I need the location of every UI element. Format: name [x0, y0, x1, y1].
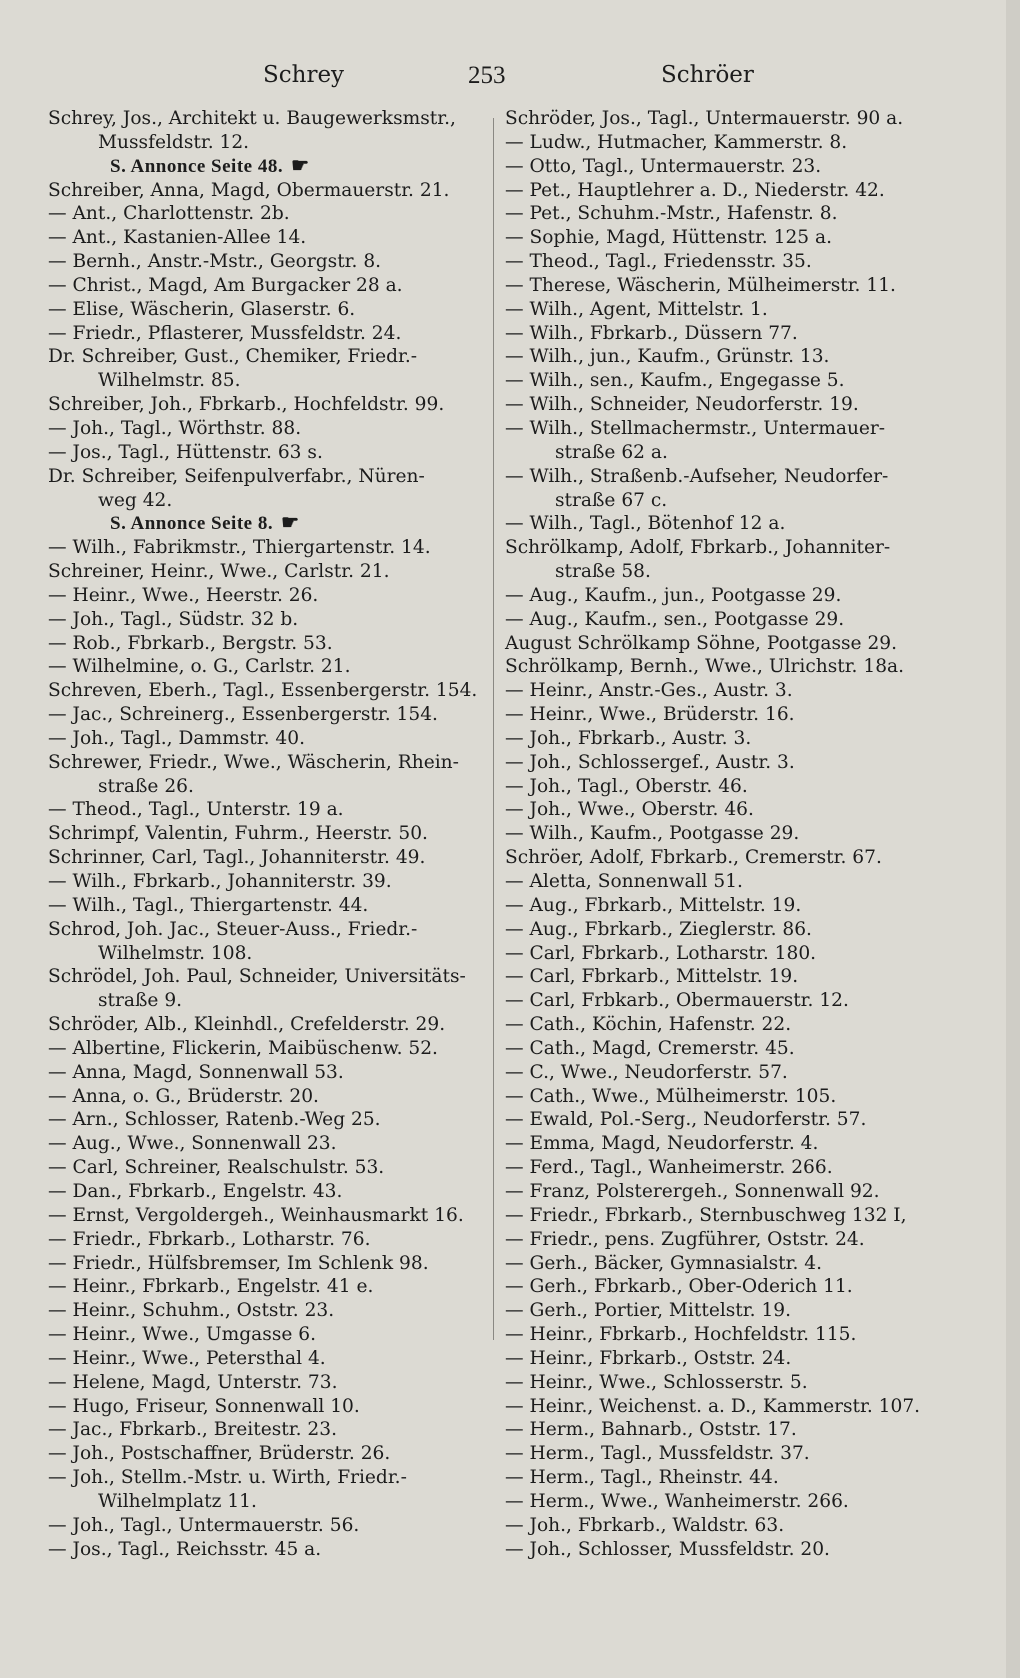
- entry-text: — Wilh., Fabrikmstr., Thiergartenstr. 14.: [48, 537, 431, 559]
- directory-entry: [48, 1442, 488, 1466]
- entry-text: — Wilh., Stellmachermstr., Untermauer-: [505, 417, 886, 439]
- directory-entry: [48, 393, 488, 417]
- entry-text: — Wilh., jun., Kaufm., Grünstr. 13.: [505, 346, 830, 368]
- entry-text: weg 42.: [98, 489, 173, 511]
- entry-text: August Schrölkamp Söhne, Pootgasse 29.: [505, 632, 898, 654]
- entry-text: — Gerh., Portier, Mittelstr. 19.: [505, 1300, 792, 1322]
- entry-text: — Bernh., Anstr.-Mstr., Georgstr. 8.: [48, 251, 382, 273]
- entry-text: — Heinr., Fbrkarb., Engelstr. 41 e.: [48, 1276, 374, 1298]
- entry-text: — Ernst, Vergoldergeh., Weinhausmarkt 16.: [48, 1204, 464, 1226]
- directory-entry: [505, 369, 975, 393]
- directory-entry: [48, 250, 488, 274]
- directory-entry: [505, 1347, 975, 1371]
- entry-text: — Friedr., Pflasterer, Mussfeldstr. 24.: [48, 322, 402, 344]
- entry-text: Schröer, Adolf, Fbrkarb., Cremerstr. 67.: [505, 847, 882, 869]
- entry-text: — Heinr., Wwe., Brüderstr. 16.: [505, 704, 795, 726]
- directory-entry: [48, 1466, 488, 1490]
- directory-entry: [48, 1061, 488, 1085]
- entry-text: — Wilh., Tagl., Bötenhof 12 a.: [505, 513, 786, 535]
- directory-entry: [48, 560, 488, 584]
- column-divider: [493, 118, 494, 1340]
- directory-entry: [505, 1108, 975, 1132]
- entry-text: Schröder, Jos., Tagl., Untermauerstr. 90 a.: [505, 108, 904, 129]
- entry-text: — Aletta, Sonnenwall 51.: [505, 871, 743, 892]
- entry-text: — Joh., Wwe., Oberstr. 46.: [505, 799, 754, 821]
- directory-entry: [48, 1347, 488, 1371]
- entry-text: — Joh., Tagl., Südstr. 32 b.: [48, 608, 299, 630]
- directory-entry: [48, 179, 488, 203]
- directory-entry: [505, 274, 975, 298]
- entry-text: — Heinr., Wwe., Petersthal 4.: [48, 1347, 326, 1369]
- entry-text: — Wilh., Agent, Mittelstr. 1.: [505, 298, 768, 320]
- directory-entry: [48, 1371, 488, 1395]
- directory-entry: [505, 1466, 975, 1490]
- pointing-hand-icon: ☛: [291, 154, 310, 177]
- directory-entry: [48, 1132, 488, 1156]
- directory-entry: [505, 918, 975, 942]
- directory-entry: [505, 751, 975, 775]
- directory-entry: [48, 870, 488, 894]
- entry-text: straße 58.: [555, 561, 651, 583]
- directory-entry: [505, 1156, 975, 1180]
- entry-text: Wilhelmplatz 11.: [98, 1490, 257, 1512]
- entry-text: Schreiner, Heinr., Wwe., Carlstr. 21.: [48, 561, 390, 583]
- directory-entry: [48, 1418, 488, 1442]
- directory-entry: [48, 703, 488, 727]
- directory-entry: [505, 298, 975, 322]
- entry-text: Schrod, Joh. Jac., Steuer-Auss., Friedr.-: [48, 918, 418, 940]
- directory-entry: [505, 1204, 975, 1228]
- entry-text: — Gerh., Fbrkarb., Ober-Oderich 11.: [505, 1276, 853, 1298]
- entry-text: — Elise, Wäscherin, Glaserstr. 6.: [48, 298, 356, 320]
- entry-text: Schrödel, Joh. Paul, Schneider, Universitäts-: [48, 966, 466, 988]
- directory-entry: [505, 536, 975, 560]
- entry-text: Schrimpf, Valentin, Fuhrm., Heerstr. 50.: [48, 823, 428, 845]
- directory-entry: [48, 322, 488, 346]
- entry-text: — Wilh., sen., Kaufm., Engegasse 5.: [505, 370, 845, 392]
- entry-text: — Joh., Tagl., Oberstr. 46.: [505, 775, 748, 797]
- entry-text: — Heinr., Weichenst. a. D., Kammerstr. 107.: [505, 1395, 921, 1417]
- entry-text: Schreiber, Anna, Magd, Obermauerstr. 21.: [48, 179, 450, 201]
- directory-entry: [505, 393, 975, 417]
- entry-text: — Ewald, Pol.-Serg., Neudorferstr. 57.: [505, 1109, 867, 1131]
- entry-text: — Heinr., Fbrkarb., Hochfeldstr. 115.: [505, 1324, 857, 1346]
- directory-entry: [48, 441, 488, 465]
- entry-text: — Cath., Magd, Cremerstr. 45.: [505, 1037, 795, 1059]
- entry-text: — Joh., Tagl., Dammstr. 40.: [48, 727, 305, 749]
- entry-text: — Arn., Schlosser, Ratenb.-Weg 25.: [48, 1109, 381, 1131]
- entry-text: — Wilh., Tagl., Thiergartenstr. 44.: [48, 894, 369, 916]
- entry-text: — Herm., Tagl., Mussfeldstr. 37.: [505, 1443, 810, 1465]
- entry-text: — Otto, Tagl., Untermauerstr. 23.: [505, 155, 822, 177]
- directory-entry: [505, 703, 975, 727]
- directory-entry: [505, 345, 975, 369]
- entry-text: — Cath., Köchin, Hafenstr. 22.: [505, 1014, 792, 1036]
- directory-entry: [48, 1228, 488, 1252]
- entry-text: — Carl, Fbrkarb., Lotharstr. 180.: [505, 942, 817, 964]
- directory-entry: [505, 1132, 975, 1156]
- directory-entry: [48, 608, 488, 632]
- entry-text: — Jos., Tagl., Reichsstr. 45 a.: [48, 1538, 322, 1560]
- entry-text: — Pet., Schuhm.-Mstr., Hafenstr. 8.: [505, 203, 838, 225]
- directory-entry: [48, 584, 488, 608]
- entry-text: — Dan., Fbrkarb., Engelstr. 43.: [48, 1180, 343, 1202]
- directory-entry: [505, 1395, 975, 1419]
- directory-entry: [48, 846, 488, 870]
- directory-entry: [48, 107, 488, 131]
- page-edge: [1006, 0, 1020, 1678]
- entry-text: Dr. Schreiber, Gust., Chemiker, Friedr.-: [48, 346, 418, 368]
- directory-entry: [48, 1037, 488, 1061]
- entry-text: — Carl, Schreiner, Realschulstr. 53.: [48, 1157, 385, 1179]
- entry-text: Schrölkamp, Bernh., Wwe., Ulrichstr. 18a.: [505, 656, 905, 678]
- entry-text: Schröder, Alb., Kleinhdl., Crefelderstr. 29.: [48, 1014, 446, 1036]
- directory-entry: [505, 131, 975, 155]
- directory-entry: [48, 751, 488, 775]
- directory-entry: [48, 1252, 488, 1276]
- directory-entry: [48, 369, 488, 393]
- entry-text: — Heinr., Fbrkarb., Oststr. 24.: [505, 1347, 792, 1369]
- directory-entry: [505, 560, 975, 584]
- entry-text: — Wilh., Fbrkarb., Düssern 77.: [505, 322, 798, 344]
- header-left-catchword: Schrey: [263, 62, 345, 88]
- directory-entry: [505, 155, 975, 179]
- directory-entry: [48, 489, 488, 513]
- entry-text: — Carl, Fbrkarb., Mittelstr. 19.: [505, 966, 799, 988]
- directory-entry: [505, 870, 975, 894]
- directory-entry: [505, 1418, 975, 1442]
- entry-text: — Joh., Fbrkarb., Austr. 3.: [505, 727, 752, 749]
- entry-text: — Jac., Fbrkarb., Breitestr. 23.: [48, 1419, 337, 1441]
- entry-text: — Ferd., Tagl., Wanheimerstr. 266.: [505, 1157, 833, 1179]
- entry-text: — Wilh., Straßenb.-Aufseher, Neudorfer-: [505, 465, 889, 487]
- entry-text: — C., Wwe., Neudorferstr. 57.: [505, 1061, 788, 1083]
- directory-entry: [48, 798, 488, 822]
- entry-text: — Franz, Polsterergeh., Sonnenwall 92.: [505, 1180, 880, 1202]
- directory-entry: [505, 202, 975, 226]
- directory-entry: [505, 250, 975, 274]
- page-number: 253: [468, 62, 506, 89]
- entry-text: — Wilhelmine, o. G., Carlstr. 21.: [48, 656, 351, 678]
- directory-entry: [505, 465, 975, 489]
- directory-entry: [505, 512, 975, 536]
- entry-text: — Emma, Magd, Neudorferstr. 4.: [505, 1133, 819, 1155]
- entry-text: — Heinr., Wwe., Schlosserstr. 5.: [505, 1371, 808, 1393]
- directory-entry: [48, 822, 488, 846]
- directory-entry: [48, 345, 488, 369]
- directory-entry: [505, 1490, 975, 1514]
- directory-entry: [48, 1514, 488, 1538]
- entry-text: — Joh., Schlossergef., Austr. 3.: [505, 751, 795, 773]
- directory-entry: [48, 775, 488, 799]
- entry-text: — Theod., Tagl., Unterstr. 19 a.: [48, 799, 344, 821]
- directory-entry: [505, 775, 975, 799]
- directory-entry: [48, 1108, 488, 1132]
- directory-entry: [505, 1275, 975, 1299]
- directory-entry: [505, 989, 975, 1013]
- entry-text: — Friedr., pens. Zugführer, Oststr. 24.: [505, 1228, 865, 1250]
- directory-entry: [48, 1180, 488, 1204]
- directory-entry: [505, 584, 975, 608]
- directory-entry: [505, 679, 975, 703]
- entry-text: Dr. Schreiber, Seifenpulverfabr., Nüren-: [48, 465, 425, 487]
- entry-text: — Aug., Fbrkarb., Mittelstr. 19.: [505, 894, 802, 916]
- entry-text: — Pet., Hauptlehrer a. D., Niederstr. 42.: [505, 179, 885, 201]
- directory-entry: [48, 465, 488, 489]
- directory-entry: [48, 1275, 488, 1299]
- directory-entry: [505, 727, 975, 751]
- directory-entry: [505, 798, 975, 822]
- entry-text: — Aug., Wwe., Sonnenwall 23.: [48, 1133, 337, 1155]
- entry-text: — Gerh., Bäcker, Gymnasialstr. 4.: [505, 1252, 823, 1274]
- directory-entry: [48, 1299, 488, 1323]
- directory-entry: [48, 1323, 488, 1347]
- entry-text: — Anna, Magd, Sonnenwall 53.: [48, 1061, 344, 1083]
- entry-text: Schrey, Jos., Architekt u. Baugewerksmstr.,: [48, 108, 456, 129]
- entry-text: — Ant., Kastanien-Allee 14.: [48, 227, 307, 249]
- entry-text: — Ant., Charlottenstr. 2b.: [48, 203, 290, 225]
- entry-text: Schrinner, Carl, Tagl., Johanniterstr. 49.: [48, 847, 426, 869]
- page-header: [0, 62, 1020, 102]
- entry-text: — Heinr., Wwe., Umgasse 6.: [48, 1324, 317, 1346]
- entry-text: — Theod., Tagl., Friedensstr. 35.: [505, 251, 812, 273]
- directory-entry: [48, 894, 488, 918]
- directory-entry: [505, 1013, 975, 1037]
- entry-text: straße 9.: [98, 990, 183, 1012]
- directory-entry: [48, 202, 488, 226]
- entry-text: — Heinr., Anstr.-Ges., Austr. 3.: [505, 680, 793, 702]
- directory-entry: [505, 1299, 975, 1323]
- directory-entry: [48, 131, 488, 155]
- entry-text: — Carl, Frbkarb., Obermauerstr. 12.: [505, 990, 849, 1012]
- entry-text: — Joh., Schlosser, Mussfeldstr. 20.: [505, 1538, 830, 1560]
- left-column: [48, 107, 488, 1561]
- entry-text: — Heinr., Schuhm., Oststr. 23.: [48, 1300, 335, 1322]
- entry-text: — Joh., Tagl., Wörthstr. 88.: [48, 417, 302, 439]
- directory-entry: [505, 226, 975, 250]
- entry-text: — Friedr., Fbrkarb., Sternbuschweg 132 I,: [505, 1204, 907, 1226]
- directory-entry: [48, 918, 488, 942]
- entry-text: S. Annonce Seite 48.: [110, 155, 284, 177]
- entry-text: — Joh., Tagl., Untermauerstr. 56.: [48, 1514, 360, 1536]
- entry-text: straße 62 a.: [555, 441, 668, 463]
- entry-text: Schreven, Eberh., Tagl., Essenbergerstr. 154.: [48, 680, 478, 702]
- directory-entry: [505, 655, 975, 679]
- directory-entry: [48, 226, 488, 250]
- entry-text: — Joh., Stellm.-Mstr. u. Wirth, Friedr.-: [48, 1467, 407, 1489]
- entry-text: — Jos., Tagl., Hüttenstr. 63 s.: [48, 441, 323, 463]
- directory-entry: [48, 1156, 488, 1180]
- entry-text: — Sophie, Magd, Hüttenstr. 125 a.: [505, 227, 833, 249]
- directory-entry: [48, 989, 488, 1013]
- directory-entry: [48, 274, 488, 298]
- directory-entry: [505, 107, 975, 131]
- entry-text: — Herm., Wwe., Wanheimerstr. 266.: [505, 1490, 849, 1512]
- entry-text: Mussfeldstr. 12.: [98, 131, 250, 153]
- directory-entry: [48, 1013, 488, 1037]
- directory-entry: [505, 894, 975, 918]
- directory-entry: [48, 298, 488, 322]
- entry-text: Schreiber, Joh., Fbrkarb., Hochfeldstr. 99.: [48, 394, 445, 416]
- directory-entry: [505, 322, 975, 346]
- directory-entry: [505, 1371, 975, 1395]
- directory-entry: [505, 608, 975, 632]
- right-column: [505, 107, 975, 1561]
- entry-text: — Heinr., Wwe., Heerstr. 26.: [48, 584, 319, 606]
- annonce-reference: [48, 512, 488, 536]
- directory-entry: [505, 489, 975, 513]
- directory-entry: [48, 536, 488, 560]
- entry-text: — Herm., Bahnarb., Oststr. 17.: [505, 1419, 797, 1441]
- entry-text: — Wilh., Kaufm., Pootgasse 29.: [505, 823, 800, 845]
- entry-text: — Aug., Kaufm., jun., Pootgasse 29.: [505, 584, 842, 606]
- entry-text: — Joh., Fbrkarb., Waldstr. 63.: [505, 1514, 785, 1536]
- directory-entry: [505, 1538, 975, 1562]
- directory-entry: [505, 1085, 975, 1109]
- directory-entry: [48, 942, 488, 966]
- entry-text: — Joh., Postschaffner, Brüderstr. 26.: [48, 1443, 391, 1465]
- directory-entry: [505, 179, 975, 203]
- entry-text: — Therese, Wäscherin, Mülheimerstr. 11.: [505, 274, 896, 296]
- entry-text: — Wilh., Schneider, Neudorferstr. 19.: [505, 394, 859, 416]
- entry-text: — Albertine, Flickerin, Maibüschenw. 52.: [48, 1037, 438, 1059]
- directory-entry: [48, 727, 488, 751]
- directory-entry: [505, 441, 975, 465]
- directory-entry: [505, 846, 975, 870]
- entry-text: — Friedr., Fbrkarb., Lotharstr. 76.: [48, 1228, 371, 1250]
- entry-text: — Hugo, Friseur, Sonnenwall 10.: [48, 1395, 360, 1417]
- directory-entry: [48, 1490, 488, 1514]
- entry-text: Wilhelmstr. 108.: [98, 942, 253, 964]
- entry-text: — Herm., Tagl., Rheinstr. 44.: [505, 1467, 779, 1489]
- directory-entry: [505, 822, 975, 846]
- entry-text: straße 26.: [98, 775, 194, 797]
- entry-text: — Friedr., Hülfsbremser, Im Schlenk 98.: [48, 1252, 429, 1274]
- entry-text: — Christ., Magd, Am Burgacker 28 a.: [48, 274, 403, 296]
- entry-text: Schrewer, Friedr., Wwe., Wäscherin, Rhein-: [48, 751, 459, 773]
- directory-entry: [48, 632, 488, 656]
- entry-text: — Helene, Magd, Unterstr. 73.: [48, 1371, 338, 1393]
- entry-text: — Anna, o. G., Brüderstr. 20.: [48, 1085, 319, 1107]
- directory-entry: [505, 1228, 975, 1252]
- entry-text: — Aug., Fbrkarb., Zieglerstr. 86.: [505, 918, 812, 940]
- entry-text: Wilhelmstr. 85.: [98, 370, 241, 392]
- entry-text: — Jac., Schreinerg., Essenbergerstr. 154.: [48, 704, 438, 726]
- directory-entry: [48, 679, 488, 703]
- directory-entry: [505, 1180, 975, 1204]
- entry-text: — Cath., Wwe., Mülheimerstr. 105.: [505, 1085, 837, 1107]
- directory-entry: [48, 1204, 488, 1228]
- annonce-reference: [48, 155, 488, 179]
- directory-entry: [505, 1514, 975, 1538]
- entry-text: — Aug., Kaufm., sen., Pootgasse 29.: [505, 608, 845, 630]
- directory-entry: [505, 632, 975, 656]
- directory-entry: [48, 655, 488, 679]
- entry-text: — Wilh., Fbrkarb., Johanniterstr. 39.: [48, 871, 392, 892]
- entry-text: — Rob., Fbrkarb., Bergstr. 53.: [48, 632, 333, 654]
- directory-entry: [505, 417, 975, 441]
- directory-entry: [505, 1442, 975, 1466]
- directory-entry: [505, 1061, 975, 1085]
- directory-entry: [48, 1395, 488, 1419]
- entry-text: — Ludw., Hutmacher, Kammerstr. 8.: [505, 131, 848, 153]
- directory-entry: [48, 965, 488, 989]
- directory-entry: [505, 1323, 975, 1347]
- directory-entry: [505, 965, 975, 989]
- directory-entry: [48, 1538, 488, 1562]
- header-right-catchword: Schröer: [661, 62, 754, 88]
- entry-text: Schrölkamp, Adolf, Fbrkarb., Johanniter-: [505, 537, 891, 559]
- directory-entry: [48, 417, 488, 441]
- directory-entry: [505, 1252, 975, 1276]
- pointing-hand-icon: ☛: [281, 512, 300, 535]
- entry-text: S. Annonce Seite 8.: [110, 513, 274, 535]
- directory-entry: [505, 942, 975, 966]
- directory-entry: [505, 1037, 975, 1061]
- directory-entry: [48, 1085, 488, 1109]
- entry-text: straße 67 c.: [555, 489, 668, 511]
